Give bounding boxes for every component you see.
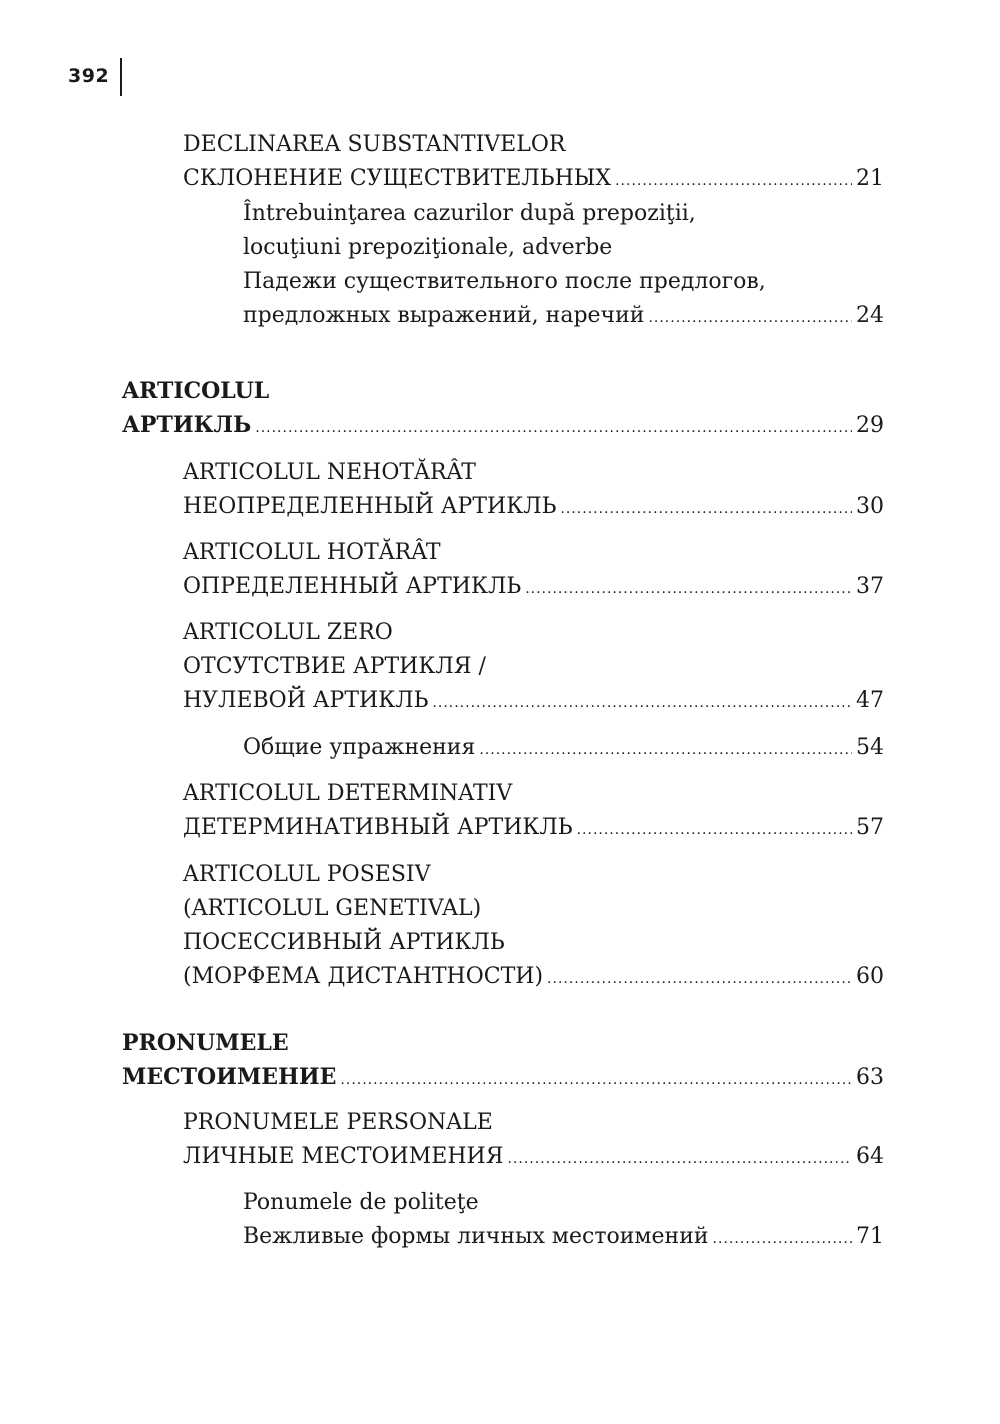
toc-entry-line — [183, 1106, 884, 1140]
toc-entry-title: ARTICOLUL POSESIV — [183, 862, 431, 887]
toc-entry-title: (МОРФЕМА ДИСТАНТНОСТИ) — [183, 964, 544, 989]
toc-entry-page: 71 — [856, 1224, 884, 1249]
toc-entry-line — [183, 1140, 884, 1174]
toc-entry — [183, 858, 884, 994]
toc-entry-line — [243, 197, 884, 231]
toc-entry — [243, 197, 884, 333]
dot-leader — [547, 962, 852, 996]
toc-entry-title: (ARTICOLUL GENETIVAL) — [183, 896, 482, 921]
toc-entry — [122, 1026, 884, 1094]
dot-leader — [507, 1142, 852, 1176]
dot-leader — [340, 1063, 852, 1097]
toc-entry — [183, 536, 884, 604]
toc-entry-line — [183, 456, 884, 490]
toc-entry-line — [183, 616, 884, 650]
page-number-rule — [120, 58, 122, 96]
toc-entry-line — [183, 536, 884, 570]
toc-entry-title: DECLINAREA SUBSTANTIVELOR — [183, 132, 566, 157]
toc-entry-title: МЕСТОИМЕНИЕ — [122, 1064, 337, 1090]
toc-entry — [243, 1186, 884, 1254]
toc-entry-title: PRONUMELE — [122, 1030, 289, 1056]
toc-entry-title: предложных выражений, наречий — [243, 303, 645, 328]
toc-entry-page: 30 — [856, 494, 884, 519]
toc-entry-line — [243, 265, 884, 299]
toc-entry-line — [183, 128, 884, 162]
toc-entry — [183, 456, 884, 524]
toc-entry-title: НЕОПРЕДЕЛЕННЫЙ АРТИКЛЬ — [183, 494, 557, 519]
toc-entry — [122, 374, 884, 442]
toc-entry-title: Întrebuinţarea cazurilor după prepoziţii, — [243, 201, 696, 226]
dot-leader — [713, 1222, 852, 1256]
toc-entry-title: ARTICOLUL NEHOTĂRÂT — [183, 460, 476, 485]
dot-leader — [560, 492, 852, 526]
toc-entry-page: 60 — [856, 964, 884, 989]
toc-entry-line — [183, 570, 884, 604]
toc-entry-line — [183, 926, 884, 960]
dot-leader — [479, 733, 852, 767]
toc-entry-line — [183, 777, 884, 811]
toc-entry-title: ОТСУТСТВИЕ АРТИКЛЯ / — [183, 654, 486, 679]
toc-entry-line — [183, 960, 884, 994]
toc-entry-page: 24 — [856, 303, 884, 328]
toc-entry-line — [122, 1060, 884, 1094]
toc-entry-page: 54 — [856, 735, 884, 760]
toc-entry — [183, 777, 884, 845]
toc-entry-line — [122, 408, 884, 442]
toc-entry-line — [183, 684, 884, 718]
toc-entry — [183, 616, 884, 718]
toc-entry-title: Падежи существительного после предлогов, — [243, 269, 766, 294]
toc-entry-title: locuţiuni prepoziţionale, adverbe — [243, 235, 613, 260]
toc-entry-title: Ponumele de politeţe — [243, 1190, 479, 1215]
toc-entry-title: Вежливые формы личных местоимений — [243, 1224, 709, 1249]
toc-entry-title: НУЛЕВОЙ АРТИКЛЬ — [183, 688, 429, 713]
toc-entry-title: ARTICOLUL HOTĂRÂT — [183, 540, 441, 565]
dot-leader — [432, 686, 852, 720]
toc-entry-title: СКЛОНЕНИЕ СУЩЕСТВИТЕЛЬНЫХ — [183, 166, 612, 191]
toc-entry-title: ОПРЕДЕЛЕННЫЙ АРТИКЛЬ — [183, 574, 522, 599]
toc-entry-page: 21 — [856, 166, 884, 191]
toc-entry — [183, 128, 884, 196]
toc-entry-page: 29 — [856, 413, 884, 438]
dot-leader — [255, 411, 852, 445]
toc-entry-line — [122, 374, 884, 408]
toc-entry-line — [243, 1186, 884, 1220]
toc-entry-line — [183, 490, 884, 524]
toc-entry-line — [183, 162, 884, 196]
dot-leader — [615, 164, 852, 198]
toc-entry-title: АРТИКЛЬ — [122, 412, 252, 438]
dot-leader — [577, 813, 852, 847]
toc-entry-title: ПОСЕССИВНЫЙ АРТИКЛЬ — [183, 930, 505, 955]
toc-entry-line — [243, 231, 884, 265]
dot-leader — [648, 301, 852, 335]
toc-entry-line — [243, 1220, 884, 1254]
toc-entry-page: 37 — [856, 574, 884, 599]
toc-entry-line — [122, 1026, 884, 1060]
toc-entry-page: 57 — [856, 815, 884, 840]
toc-entry-line — [183, 858, 884, 892]
toc-entry-page: 63 — [856, 1065, 884, 1090]
dot-leader — [525, 572, 852, 606]
toc-entry-title: ЛИЧНЫЕ МЕСТОИМЕНИЯ — [183, 1144, 504, 1169]
toc-entry-page: 64 — [856, 1144, 884, 1169]
toc-entry-title: ДЕТЕРМИНАТИВНЫЙ АРТИКЛЬ — [183, 815, 573, 840]
toc-entry-title: ARTICOLUL — [122, 378, 270, 404]
toc-entry-title: ARTICOLUL ZERO — [183, 620, 393, 645]
toc-entry-line — [183, 892, 884, 926]
toc-entry-line — [243, 731, 884, 765]
toc-entry — [243, 731, 884, 765]
toc-entry-line — [243, 299, 884, 333]
toc-entry-title: ARTICOLUL DETERMINATIV — [183, 781, 513, 806]
toc-entry-line — [183, 811, 884, 845]
toc-entry-page: 47 — [856, 688, 884, 713]
toc-entry-title: PRONUMELE PERSONALE — [183, 1110, 493, 1135]
toc-entry-line — [183, 650, 884, 684]
toc-entry — [183, 1106, 884, 1174]
toc-entry-title: Общие упражнения — [243, 735, 476, 760]
page-number: 392 — [68, 65, 110, 87]
